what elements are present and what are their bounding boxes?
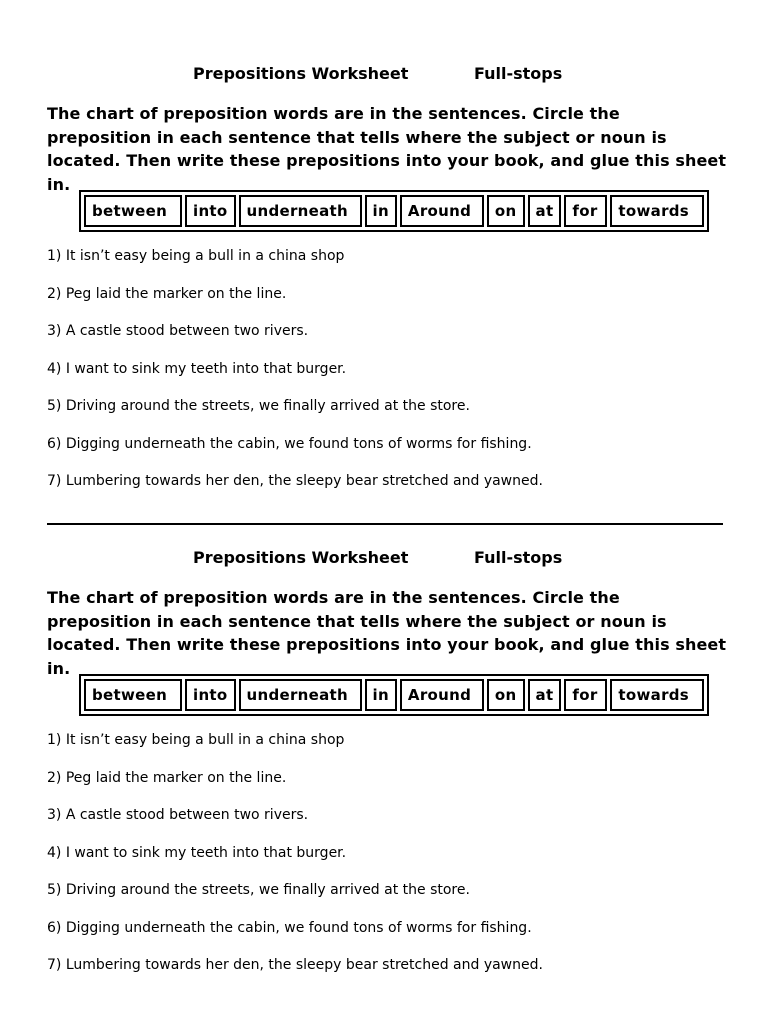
sentence-item: 6) Digging underneath the cabin, we found tons of worms for fishing.: [47, 435, 532, 452]
sentence-item: 3) A castle stood between two rivers.: [47, 807, 309, 823]
sentence-item: 3) A castle stood between two rivers.: [47, 323, 309, 339]
sentence-item: 5) Driving around the streets, we finally arrived at the store.: [47, 398, 470, 414]
word-cell: on: [487, 195, 525, 227]
word-cell: between: [84, 679, 182, 711]
word-cell: in: [365, 679, 397, 711]
sentence-list: [47, 731, 543, 994]
word-cell: at: [528, 679, 562, 711]
worksheet-title: Prepositions Worksheet: [193, 548, 409, 567]
word-cell: into: [185, 195, 236, 227]
word-cell: on: [487, 679, 525, 711]
word-cell: Around: [400, 679, 484, 711]
cut-line-divider: [47, 523, 723, 525]
word-cell: in: [365, 195, 397, 227]
worksheet-header: [0, 546, 768, 570]
sentence-item: 7) Lumbering towards her den, the sleepy bear stretched and yawned.: [47, 957, 543, 973]
sentence-item: 2) Peg laid the marker on the line.: [47, 285, 287, 302]
word-cell: for: [564, 679, 607, 711]
word-cell: at: [528, 195, 562, 227]
sentence-list: [47, 247, 543, 510]
worksheet-title: Prepositions Worksheet: [193, 64, 409, 83]
worksheet-subtitle: Full-stops: [474, 64, 563, 83]
sentence-item: 1) It isn’t easy being a bull in a china shop: [47, 732, 345, 748]
word-cell: towards: [610, 195, 704, 227]
sentence-item: 4) I want to sink my teeth into that burger.: [47, 360, 347, 377]
word-cell: underneath: [239, 679, 362, 711]
instructions-text: The chart of preposition words are in the sentences. Circle the preposition in each sentence that tells where the subject or noun is located. Then write these prepositions into your book, and glue this sheet in.: [47, 104, 727, 194]
sentence-item: 6) Digging underneath the cabin, we found tons of worms for fishing.: [47, 919, 532, 936]
preposition-word-chart: [79, 674, 709, 716]
worksheet-subtitle: Full-stops: [474, 548, 563, 567]
instructions-text: The chart of preposition words are in the sentences. Circle the preposition in each sentence that tells where the subject or noun is located. Then write these prepositions into your book, and glue this sheet in.: [47, 588, 727, 678]
sentence-item: 5) Driving around the streets, we finally arrived at the store.: [47, 882, 470, 898]
preposition-word-chart: [79, 190, 709, 232]
word-cell: for: [564, 195, 607, 227]
sentence-item: 1) It isn’t easy being a bull in a china shop: [47, 248, 345, 264]
word-cell: Around: [400, 195, 484, 227]
word-cell: underneath: [239, 195, 362, 227]
word-cell: towards: [610, 679, 704, 711]
sentence-item: 7) Lumbering towards her den, the sleepy bear stretched and yawned.: [47, 473, 543, 489]
word-cell: into: [185, 679, 236, 711]
sentence-item: 4) I want to sink my teeth into that burger.: [47, 844, 347, 861]
worksheet-header: [0, 62, 768, 86]
sentence-item: 2) Peg laid the marker on the line.: [47, 769, 287, 786]
word-cell: between: [84, 195, 182, 227]
